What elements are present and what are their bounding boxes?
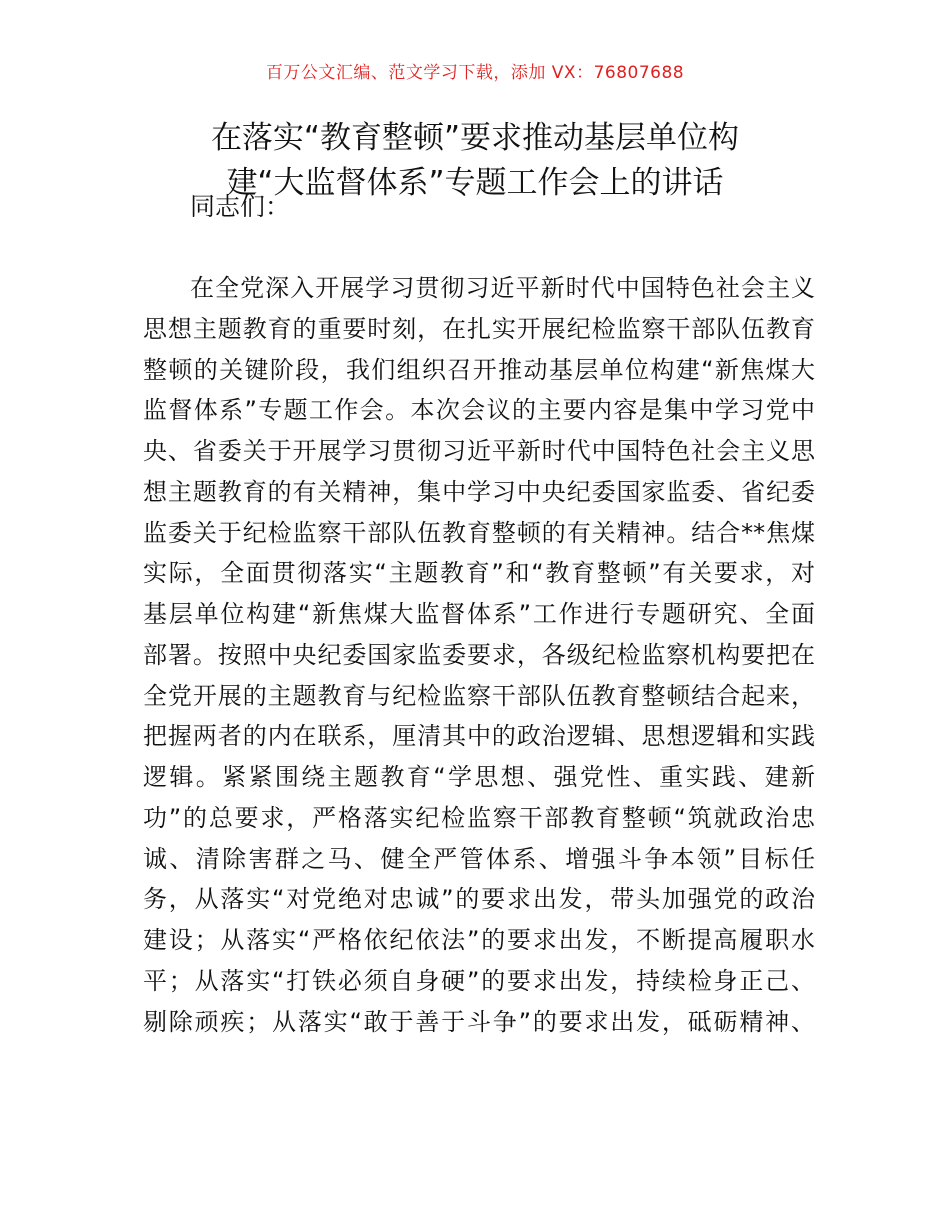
body-line: 部署。按照中央纪委国家监委要求，各级纪检监察机构要把在 [143, 640, 815, 669]
body-line: 功”的总要求，严格落实纪检监察干部教育整顿“筑就政治忠 [143, 803, 815, 832]
body-line: 基层单位构建“新焦煤大监督体系”工作进行专题研究、全面 [143, 600, 815, 628]
body-line: 整顿的关键阶段，我们组织召开推动基层单位构建“新焦煤大 [143, 355, 815, 384]
body-line: 监委关于纪检监察干部队伍教育整顿的有关精神。结合**焦煤 [143, 518, 815, 547]
body-line: 监督体系”专题工作会。本次会议的主要内容是集中学习党中 [143, 396, 815, 425]
body-line: 实际，全面贯彻落实“主题教育”和“教育整顿”有关要求，对 [143, 559, 815, 588]
body-line: 诚、清除害群之马、健全严管体系、增强斗争本领”目标任 [143, 844, 815, 873]
body-paragraph [143, 268, 815, 1042]
body-line: 思想主题教育的重要时刻，在扎实开展纪检监察干部队伍教育 [143, 314, 815, 343]
body-line: 把握两者的内在联系，厘清其中的政治逻辑、思想逻辑和实践 [143, 722, 815, 751]
body-line: 央、省委关于开展学习贯彻习近平新时代中国特色社会主义思 [143, 437, 815, 465]
body-line: 平；从落实“打铁必须自身硬”的要求出发，持续检身正己、 [143, 966, 815, 995]
title-line: 在落实“教育整顿”要求推动基层单位构 [210, 120, 740, 156]
title-line: 建“大监督体系”专题工作会上的讲话 [226, 165, 724, 201]
body-line: 剔除顽疾；从落实“敢于善于斗争”的要求出发，砥砺精神、 [143, 1007, 815, 1036]
body-line: 在全党深入开展学习贯彻习近平新时代中国特色社会主义 [190, 274, 815, 302]
watermark-header: 百万公文汇编、范文学习下载，添加 VX：76807688 [265, 63, 685, 83]
body-line: 建设；从落实“严格依纪依法”的要求出发，不断提高履职水 [143, 926, 815, 954]
body-line: 逻辑。紧紧围绕主题教育“学思想、强党性、重实践、建新 [143, 763, 815, 791]
body-line: 全党开展的主题教育与纪检监察干部队伍教育整顿结合起来， [143, 681, 815, 710]
body-line: 想主题教育的有关精神，集中学习中央纪委国家监委、省纪委 [143, 477, 815, 506]
body-line: 务，从落实“对党绝对忠诚”的要求出发，带头加强党的政治 [143, 885, 815, 914]
salutation: 同志们： [190, 192, 291, 221]
